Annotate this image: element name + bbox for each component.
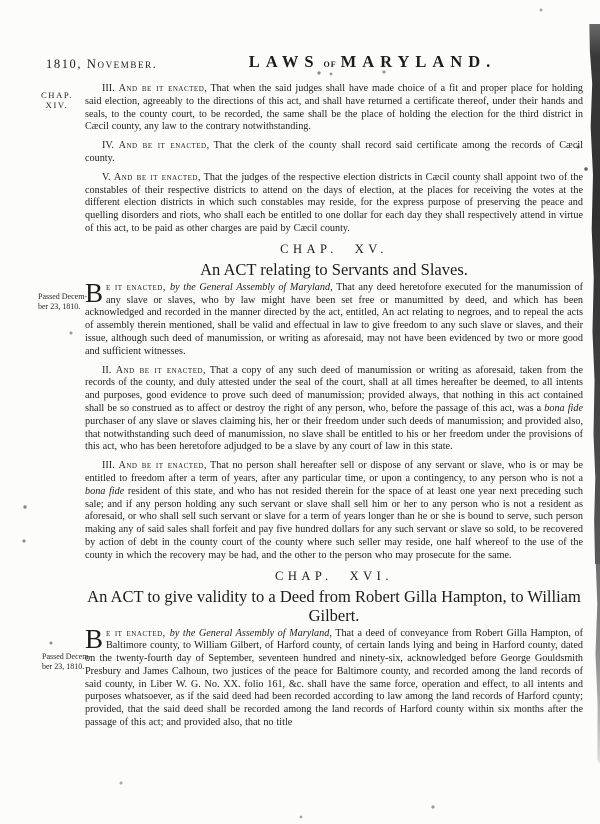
chapter-numeral: XV. [354,241,388,256]
page-title-laws: LAWS [248,52,320,71]
paragraph-chap16-section-i: Be it enacted, by the General Assembly of Maryland, That a deed of conveyance from Robert Gilla Hampton, of Baltimore county, to William Gilbert, of Harford county, of certain lands lying and being in Harford county, dated on the twenty-fourth day of September, seventeen hundred and ninety-six, acknowledged before George Gouldsmith Presbury and James Calhoun, two justices of the peace for Baltimore county, and recorded among the land records of said county, in Liber W. G. No. XX. folio 161, &c. shall have the same force, operation and effect, to all intents and purposes whatsoever, as if the said deed had been recorded according to law among the land records of Harford county; provided, that the said deed shall be recorded among the land records of Harford county within six months after the passage of this act; and provided also, that no title [85,623,583,729]
act-title-chap-xvi: An ACT to give validity to a Deed from Robert Gilla Hampton, to William Gilbert. [87,586,581,625]
page-title [195,52,550,72]
chapter-heading-xvi [85,569,583,583]
paragraph-chap15-section-i: Be it enacted, by the General Assembly of Maryland, That any deed heretofore executed for the manumission of any slave or slaves, who by law might have been set free or manumitted by deed, and which has been acknowledged and recorded in the manner directed by the act, entitled, An act relating to negroes, and to repeal the acts of assembly therein mentioned, shall be valid and effectual in law to give freedom to any such slave or slaves, and their issue, although such deed of manumission, or writing as aforesaid, may not have been evidenced by two or more good and sufficient witnesses. [85,277,583,357]
margin-chapter-label: CHAP. [40,90,74,100]
margin-note-chapter-xiv [34,90,80,110]
session-date-header: 1810, November. [46,57,158,71]
passed-date-line: Passed Decem- [42,652,92,661]
passed-date-line: ber 23, 1810. [38,301,81,311]
paragraph-chap14-section-v: V. And be it enacted, That the judges of the respective election districts in Cæcil county shall appoint two of the constables of their respective districts to attend on the days of election, at the places for receiving the votes at the different election districts in which such constables may reside, for the express purpose of preserving the peace and quelling disorders and riots, who shall each be entitled to one dollar for each day they shall respectively attend in virtue of this act, to be paid as other charges are paid by Cæcil county. [85,171,583,234]
margin-note-passed-chap-xv [38,292,92,311]
chapter-label: CHAP. [275,568,333,583]
scan-edge-artifact [587,24,600,564]
page-title-state: MARYLAND. [340,52,497,71]
page-title-of: of [323,58,337,70]
passed-date-line: Passed Decem- [38,292,88,301]
passed-date-line: ber 23, 1810. [42,661,85,671]
act-title-chap-xv: An ACT relating to Servants and Slaves. [200,259,468,279]
paragraph-chap14-section-iv: IV. And be it enacted, That the clerk of the county shall record said certificate among the records of Cæcil county. [85,140,583,164]
margin-chapter-numeral: XIV. [45,100,69,110]
paragraph-chap15-section-iii: III. And be it enacted, That no person shall hereafter sell or dispose of any servant or slave, who is or may be entitled to freedom after a term of years, after any particular time, or upon a contingency, to any person who is not a bona fide resident of this state, and who has not resided therein for the space of at least one year next preceding such sale; and if any person holding any such servant or slave shall sell him or her to any person who is not a resident as aforesaid, or who shall sell such servant or slave for a term of years longer than he or she is bound to serve, such person making any of said sales shall forfeit and pay five hundred dollars for any such servant or slave so sold, to be recovered by action of debt in the county court of the county where such seller may reside, one half whereof to the use of the county in which the recovery may be had, and the other to the person who may prosecute for the same. [85,460,584,561]
scan-noise-speckles [0,0,2,2]
chapter-numeral: XVI. [349,568,393,583]
main-text-column [85,83,583,736]
paragraph-chap15-section-ii: II. And be it enacted, That a copy of any such deed of manumission or writing as aforesaid, taken from the records of the county, and duly attested under the seal of the court, shall at all times hereafter be deemed, to all intents and purposes, good evidence to prove such deed of manumission; provided always, that nothing in this act contained shall be so construed as to affect or destroy the right of any person, who, before the passage of this act, was a bona fide purchaser of any slave or slaves claiming his, her or their freedom under such deeds of manumission; and provided also, that notwithstanding such deed of manumission, no slave shall be entitled to his or her freedom under the provisions of this act, who has been heretofore adjudged to be a slave by any court of law in this state. [85,364,583,453]
chapter-label: CHAP. [280,241,338,256]
paragraph-chap14-section-iii: III. And be it enacted, That when the said judges shall have made choice of a fit and proper place for holding said election, agreeably to the directions of this act, and shall have returned a certificate thereof, under their hands and seals, to the county court, to be recorded, the same shall be the place of holding the election for the third district in Cæcil county, any law to the contrary notwithstanding. [85,83,584,133]
scan-edge-artifact-tail [594,564,600,764]
chapter-heading-xv [85,242,583,256]
